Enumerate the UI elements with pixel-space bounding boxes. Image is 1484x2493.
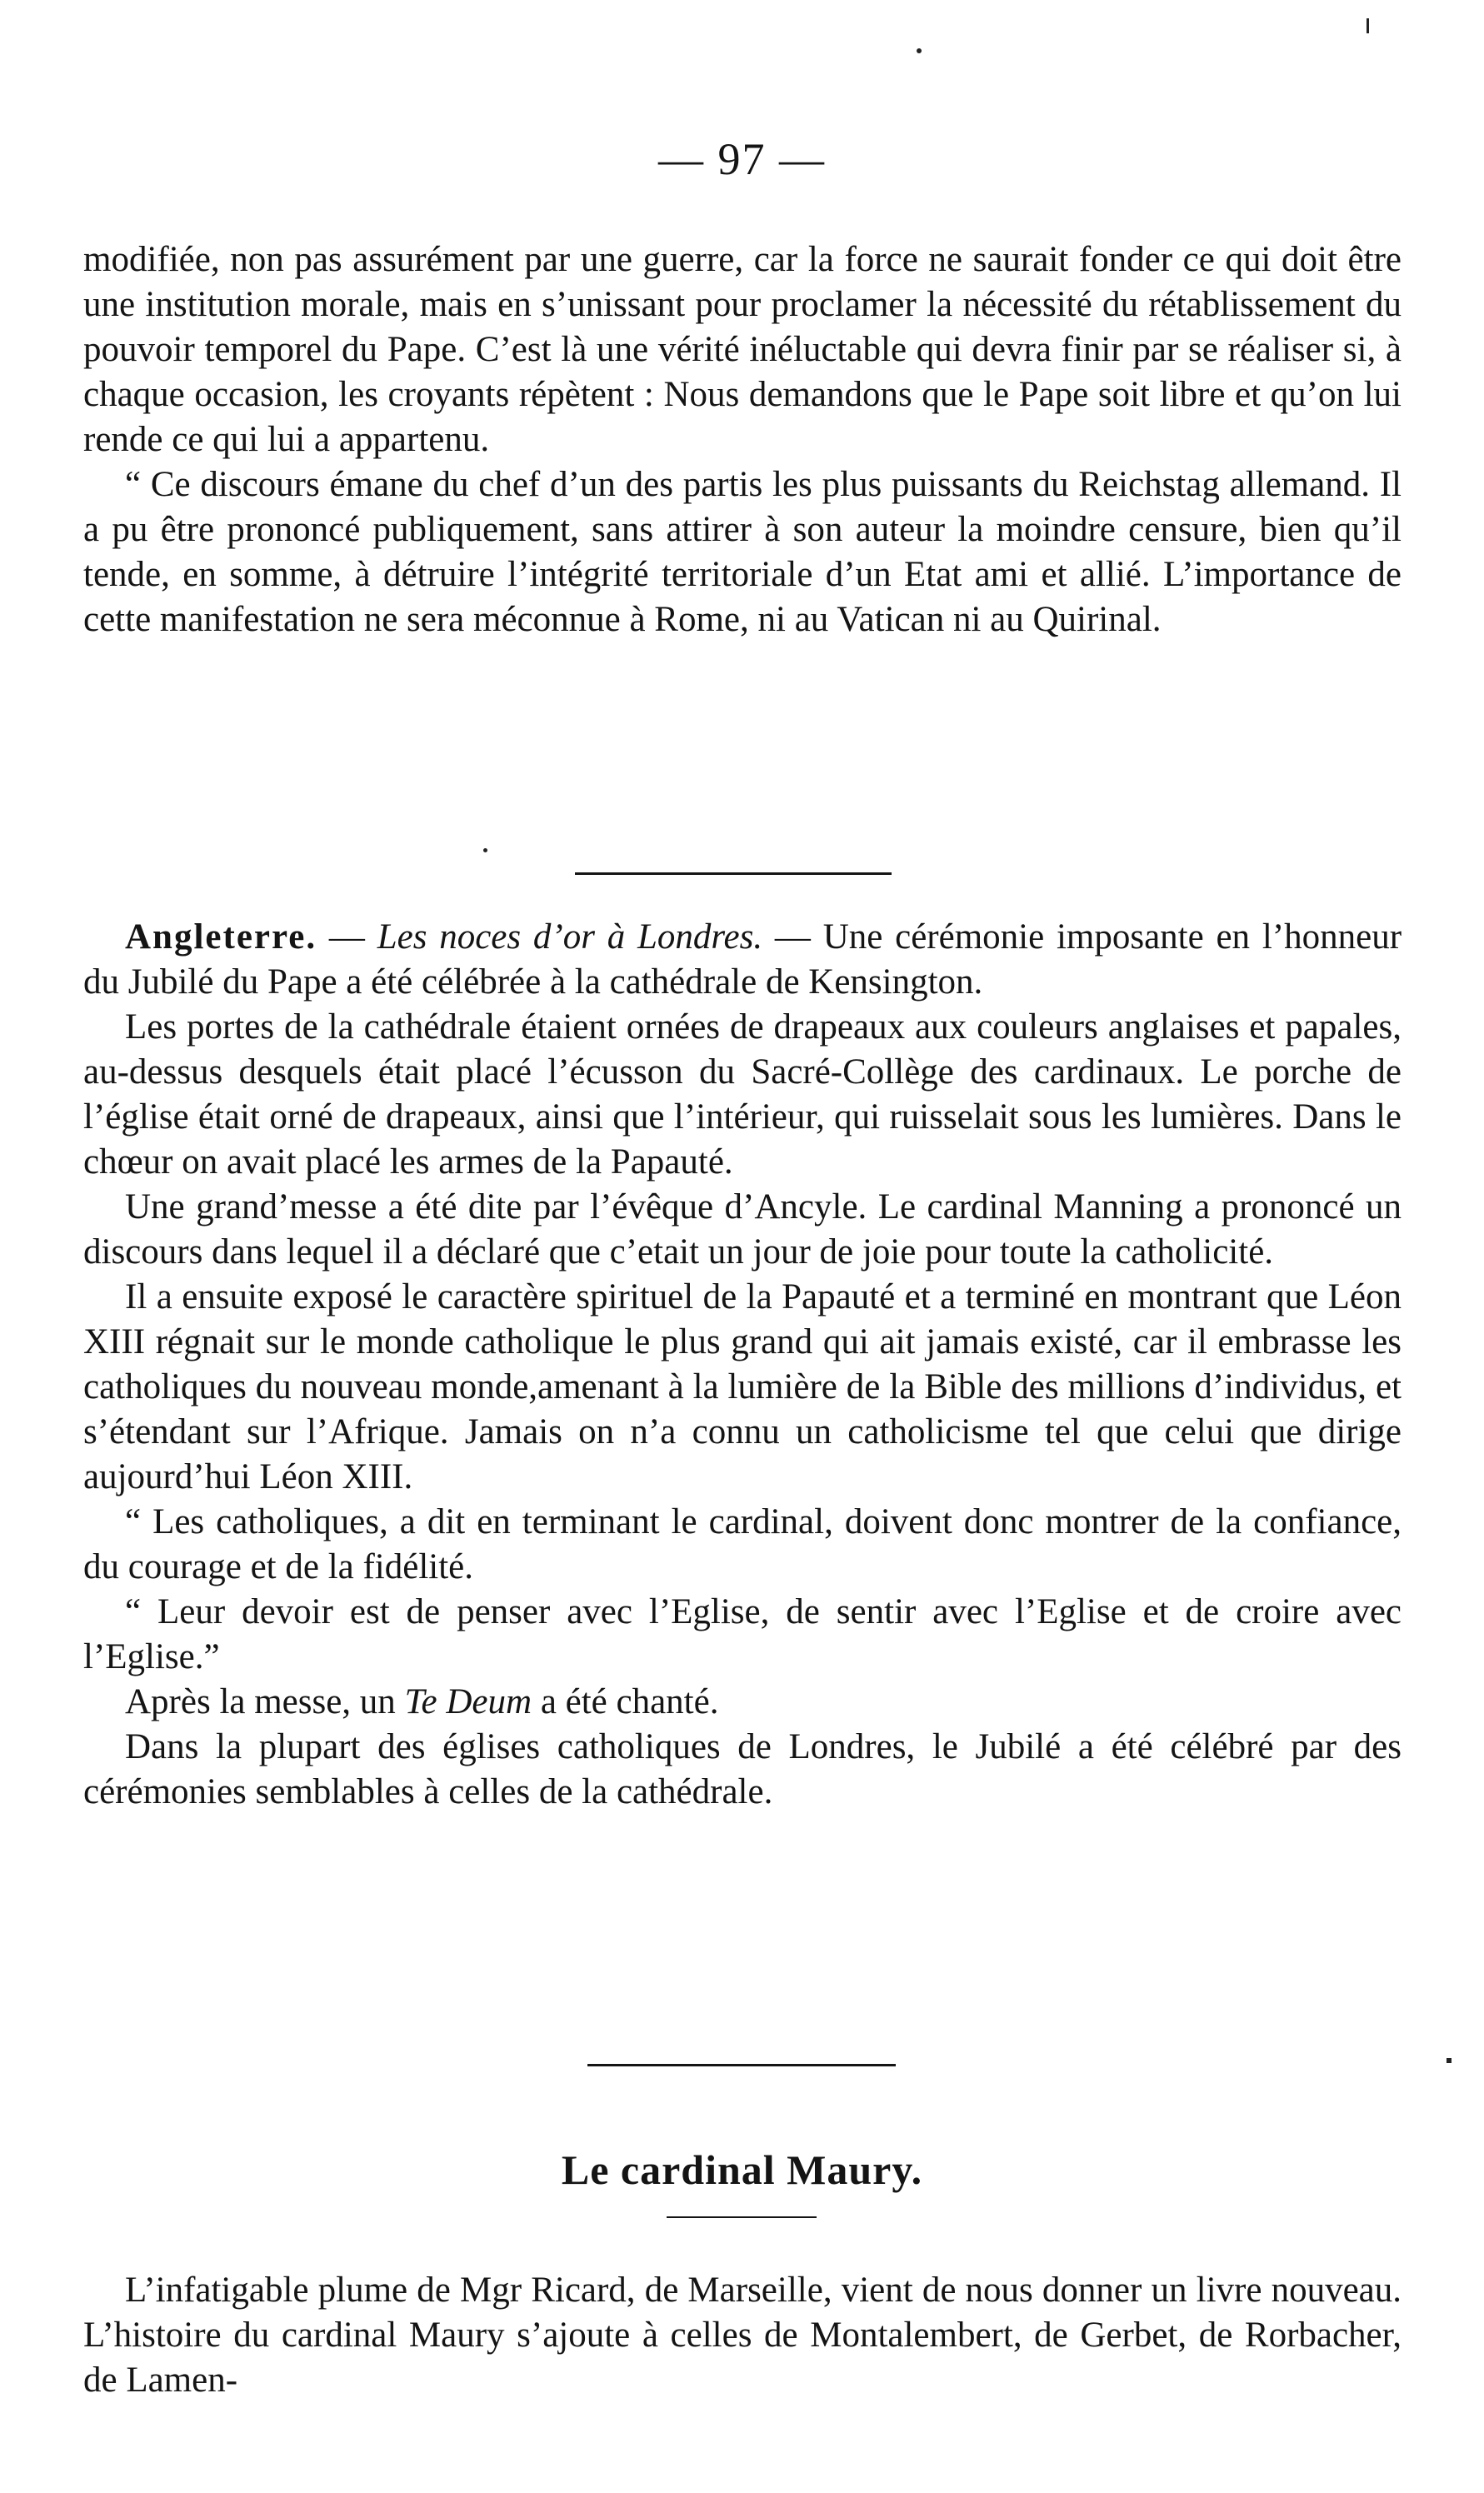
maury-article [83, 2268, 1402, 2403]
margin-dot-mark [917, 48, 922, 53]
margin-tick-mark [1367, 18, 1369, 33]
article-lead-text: Une cérémonie imposante en l’honneur du Jubilé du Pape a été célébrée à la cathédrale de Kensington. [83, 917, 1402, 1002]
quote-paragraph: “ Leur devoir est de penser avec l’Eglise, de sentir avec l’Eglise et de croire avec l’Eglise.” [83, 1592, 1402, 1676]
paragraph: Il a ensuite exposé le caractère spirituel de la Papauté et a terminé en montrant que Léon XIII régnait sur le monde catholique le plus grand qui ait jamais existé, car il embrasse les catholiques du nouveau monde,amenant à la lumière de la Bible des millions d’individus, et s’étendant sur l’Afrique. Jamais on n’a connu un catholicisme tel que celui que dirige aujourd’hui Léon XIII. [83, 1277, 1402, 1496]
te-deum-paragraph [83, 1680, 1402, 1725]
paragraph: L’infatigable plume de Mgr Ricard, de Marseille, vient de nous donner un livre nouveau. L’histoire du cardinal Maury s’ajoute à celles de Montalembert, de Gerbet, de Rorbacher, de Lamen- [83, 2271, 1402, 2400]
title-underline [667, 2216, 817, 2218]
article-lead-paragraph [83, 915, 1402, 1005]
te-deum-text-before: Après la messe, un [125, 1682, 405, 1721]
paragraph: “ Ce discours émane du chef d’un des partis les plus puissants du Reichstag allemand. Il a pu être prononcé publiquement, sans attirer à son auteur la moindre censure, bien qu’il tende, en somme, à détruire l’intégrité territoriale d’un Etat ami et allié. L’importance de cette manifestation ne sera méconnue à Rome, ni au Vatican ni au Quirinal. [83, 465, 1402, 639]
paragraph: modifiée, non pas assurément par une guerre, car la force ne saurait fonder ce qui doit être une institution morale, mais en s’unissant pour proclamer la nécessité du rétablissement du pouvoir temporel du Pape. C’est là une vérité inéluctable qui devra finir par se réaliser si, à chaque occasion, les croyants répètent : Nous demandons que le Pape soit libre et qu’on lui rende ce qui lui a appartenu. [83, 240, 1402, 459]
dash: — [317, 917, 377, 957]
te-deum-italic: Te Deum [404, 1682, 532, 1721]
section-title: Le cardinal Maury. [561, 2146, 923, 2193]
quote-paragraph: “ Les catholiques, a dit en terminant le cardinal, doivent donc montrer de la confiance, du courage et de la fidélité. [83, 1502, 1402, 1586]
margin-tick-mark [1447, 2058, 1452, 2063]
paragraph: Les portes de la cathédrale étaient ornées de drapeaux aux couleurs anglaises et papales, au-dessus desquels était placé l’écusson du Sacré-Collège des cardinaux. Le porche de l’église était orné de drapeaux, ainsi que l’intérieur, qui ruisselait sous les lumières. Dans le chœur on avait placé les armes de la Papauté. [83, 1007, 1402, 1182]
country-heading: Angleterre. [125, 917, 317, 957]
closing-paragraph: Dans la plupart des églises catholiques de Londres, le Jubilé a été célébré par des cérémonies semblables à celles de la cathédrale. [83, 1727, 1402, 1811]
article-subtitle: Les noces d’or à Londres. [377, 917, 763, 957]
page-number: — 97 — [658, 134, 826, 184]
paragraph: Une grand’messe a été dite par l’évêque d’Ancyle. Le cardinal Manning a prononcé un discours dans lequel il a déclaré que c’etait un jour de joie pour toute la catholicité. [83, 1187, 1402, 1271]
section-divider [575, 872, 892, 875]
angleterre-article [83, 915, 1402, 1815]
section-divider [587, 2064, 896, 2066]
opening-text-block [83, 237, 1402, 642]
te-deum-text-after: a été chanté. [532, 1682, 719, 1721]
dash: — [762, 917, 823, 957]
stray-dot-mark [483, 848, 487, 852]
